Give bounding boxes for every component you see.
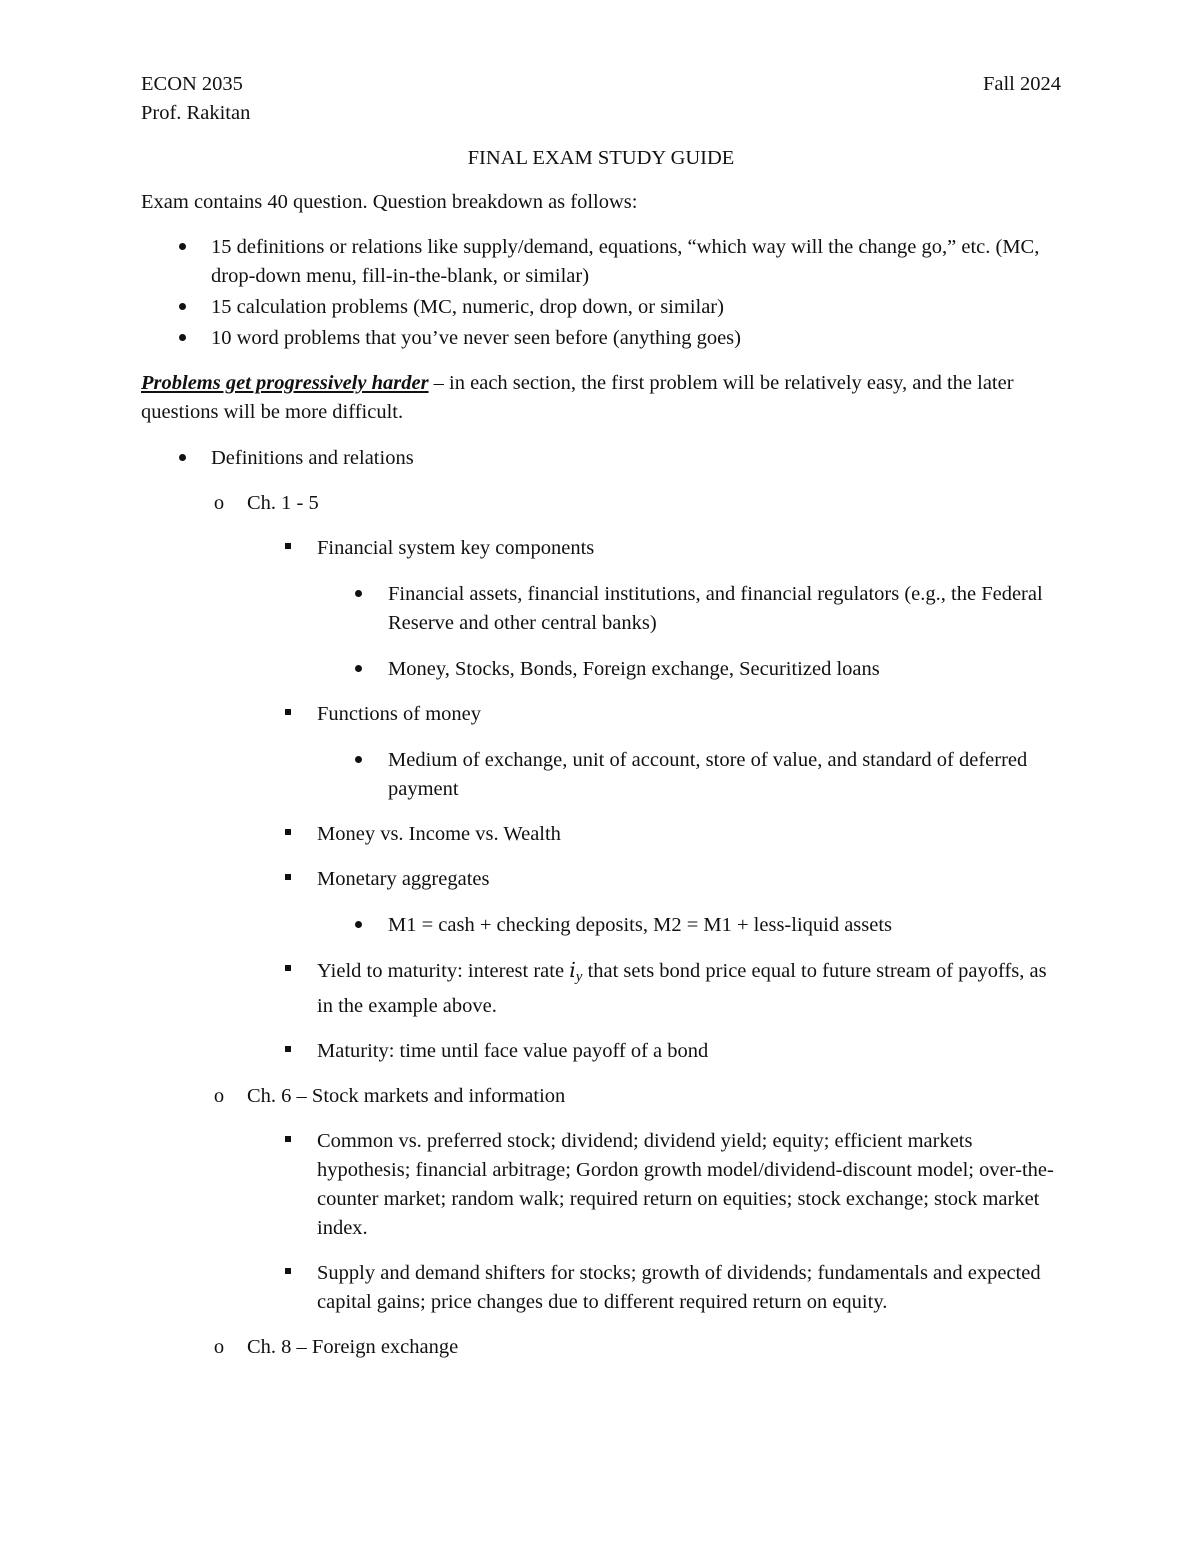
page-title: FINAL EXAM STUDY GUIDE <box>467 147 735 169</box>
square-bullet-icon <box>278 956 298 985</box>
square-bullet-icon <box>278 700 298 729</box>
topic-text: Supply and demand shifters for stocks; growth of dividends; fundamentals and expected capital gains; price changes due to different required return on equity. <box>317 1262 1041 1313</box>
ytm-text-before: Yield to maturity: interest rate <box>317 960 570 982</box>
list-item <box>141 324 1061 353</box>
topic-item <box>141 700 1061 729</box>
bullet-icon <box>348 655 368 684</box>
chapter-label: Ch. 6 – Stock markets and information <box>247 1085 566 1107</box>
interest-rate-symbol: i <box>569 958 576 982</box>
detail-text: M1 = cash + checking deposits, M2 = M1 + less-liquid assets <box>388 914 893 936</box>
topic-item <box>141 956 1061 1021</box>
breakdown-item: 15 calculation problems (MC, numeric, drop down, or similar) <box>211 296 724 318</box>
topic-item <box>141 865 1061 894</box>
topic-item <box>141 1259 1061 1317</box>
detail-item <box>141 655 1061 684</box>
course-code: ECON 2035 <box>141 73 243 95</box>
document-page <box>141 70 1061 1362</box>
detail-text: Medium of exchange, unit of account, store of value, and standard of deferred payment <box>388 749 1028 800</box>
detail-text: Money, Stocks, Bonds, Foreign exchange, Securitized loans <box>388 658 880 680</box>
square-bullet-icon <box>278 820 298 849</box>
topic-item <box>141 1127 1061 1243</box>
bullet-icon <box>172 324 192 353</box>
detail-item <box>141 746 1061 804</box>
bullet-icon <box>172 233 192 262</box>
breakdown-item: 15 definitions or relations like supply/demand, equations, “which way will the change go,” etc. (MC, drop-down menu, fill-in-the-blank, or similar) <box>211 236 1040 287</box>
professor: Prof. Rakitan <box>141 102 251 124</box>
bullet-icon <box>172 293 192 322</box>
chapter-item <box>141 489 1061 518</box>
term: Fall 2024 <box>982 73 1061 95</box>
topic-text: Common vs. preferred stock; dividend; dividend yield; equity; efficient markets hypothesis; financial arbitrage; Gordon growth model/dividend-discount model; over-the-counter market; random walk; required return on equities; stock exchange; stock market index. <box>317 1130 1054 1239</box>
square-bullet-icon <box>278 534 298 563</box>
outline-top-label: Definitions and relations <box>211 447 414 469</box>
topic-item <box>141 820 1061 849</box>
ytm-text-after: that sets bond price equal to future stream of payoffs, as in the example above. <box>317 960 1047 1017</box>
square-bullet-icon <box>278 1127 298 1156</box>
breakdown-item: 10 word problems that you’ve never seen before (anything goes) <box>211 327 741 349</box>
difficulty-emphasis: Problems get progressively harder <box>141 372 429 394</box>
detail-item <box>141 580 1061 638</box>
square-bullet-icon <box>278 865 298 894</box>
outline-top-item <box>141 444 1061 473</box>
interest-rate-subscript: y <box>575 969 583 985</box>
topic-item <box>141 1037 1061 1066</box>
bullet-icon <box>348 911 368 940</box>
topic-item <box>141 534 1061 563</box>
square-bullet-icon <box>278 1259 298 1288</box>
topic-label: Financial system key components <box>317 537 595 559</box>
detail-text: Financial assets, financial institutions, and financial regulators (e.g., the Federal Reserve and other central banks) <box>388 583 1043 634</box>
bullet-icon <box>348 746 368 775</box>
topic-label: Functions of money <box>317 703 481 725</box>
difficulty-note <box>141 369 1061 427</box>
list-item <box>141 233 1061 291</box>
breakdown-list <box>141 233 1061 353</box>
topic-label: Maturity: time until face value payoff of a bond <box>317 1040 709 1062</box>
ytm-definition <box>317 960 1047 1017</box>
chapter-label: Ch. 1 - 5 <box>247 492 319 514</box>
bullet-icon <box>172 444 192 473</box>
difficulty-detail: – in each section, the first problem will be relatively easy, and the later questions will be more difficult. <box>141 372 1014 423</box>
bullet-icon <box>348 580 368 609</box>
list-item <box>141 293 1061 322</box>
chapter-item <box>141 1082 1061 1111</box>
circle-marker-icon: o <box>213 1085 225 1107</box>
detail-item <box>141 911 1061 940</box>
intro-text: Exam contains 40 question. Question breakdown as follows: <box>141 191 638 213</box>
topic-label: Monetary aggregates <box>317 868 490 890</box>
circle-marker-icon: o <box>213 1336 225 1358</box>
header-row <box>141 70 1061 99</box>
topic-label: Money vs. Income vs. Wealth <box>317 823 561 845</box>
chapter-label: Ch. 8 – Foreign exchange <box>247 1336 459 1358</box>
chapter-item <box>141 1333 1061 1362</box>
square-bullet-icon <box>278 1037 298 1066</box>
circle-marker-icon: o <box>213 492 225 514</box>
